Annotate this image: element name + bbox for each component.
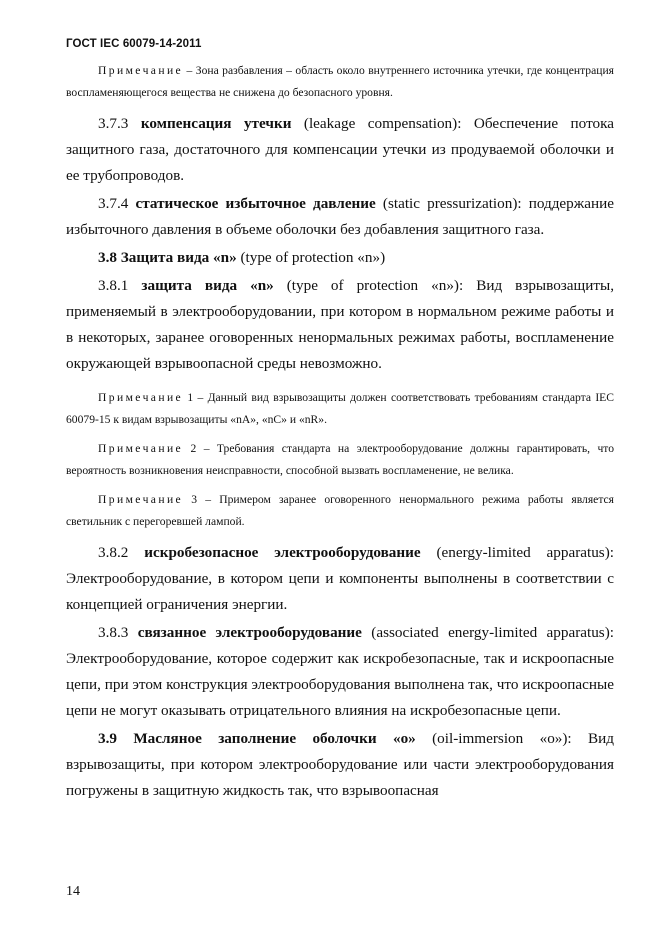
clause-number: 3.8.3 [98,624,129,641]
section-text: (oil-immersion «о»): Вид взрывозащиты, при котором электрооборудование или части электрооборудования погружены в защитную жидкость так, что взрывоопасная [66,730,614,799]
note-text: – Требования стандарта на электрооборудование должны гарантировать, что вероятность возникновения неисправности, способной вызвать воспламенение, не велика. [66,442,614,477]
section-heading-3-8 [66,245,614,271]
note-dilution-zone [66,60,614,104]
note-label: Примечание [98,64,184,77]
clause-text: (leakage compensation): Обеспечение потока защитного газа, достаточного для компенсации утечки из продуваемой оболочки и ее трубопроводов. [66,115,614,184]
clause-term: статическое избыточное давление [135,195,376,212]
note-number: 1 [187,391,194,404]
clause-3-8-3 [66,620,614,724]
note-2 [66,438,614,482]
note-number: 3 [191,493,198,506]
page-number: 14 [66,884,80,899]
clause-number: 3.7.4 [98,195,129,212]
section-title: 3.9 Масляное заполнение оболочки «о» [98,730,416,747]
document-body [66,60,614,806]
clause-3-8-1 [66,273,614,377]
note-number: 2 [190,442,197,455]
note-label: Примечание [98,493,184,506]
clause-number: 3.8.2 [98,544,129,561]
note-text: – Данный вид взрывозащиты должен соответствовать требованиям стандарта IEC 60079-15 к видам взрывозащиты «nA», «nC» и «nR». [66,391,614,426]
note-1 [66,387,614,431]
clause-term: связанное электрооборудование [137,624,362,641]
section-3-9 [66,726,614,804]
section-title: 3.8 Защита вида «n» [98,249,237,266]
clause-3-8-2 [66,540,614,618]
clause-number: 3.8.1 [98,277,129,294]
clause-text: (associated energy-limited apparatus): Электрооборудование, которое содержит как искробезопасные, так и искроопасные цепи, при этом конструкция электрооборудования выполнена так, что искроопасные цепи не могут оказывать отрицательного влияния на искробезопасные цепи. [66,624,614,719]
note-3 [66,489,614,533]
note-text: – Примером заранее оговоренного ненормального режима работы является светильник с перегоревшей лампой. [66,493,615,528]
clause-term: искробезопасное электрооборудование [144,544,421,561]
clause-term: защита вида «n» [141,277,274,294]
clause-3-7-4 [66,191,614,243]
clause-text: (type of protection «n»): Вид взрывозащиты, применяемый в электрооборудовании, при котором в нормальном режиме работы и в некоторых, заранее оговоренных ненормальных режимах работы, воспламенение окружающей взрывоопасной среды невозможно. [66,277,614,372]
clause-text: (static pressurization): поддержание избыточного давления в объеме оболочки без добавления защитного газа. [66,195,614,238]
clause-term: компенсация утечки [140,115,292,132]
clause-number: 3.7.3 [98,115,129,132]
clause-text: (energy-limited apparatus): Электрооборудование, в котором цепи и компоненты выполнены в соответствии с концепцией ограничения энергии. [66,544,614,613]
note-text: – Зона разбавления – область около внутреннего источника утечки, где концентрация воспламеняющегося вещества не снижена до безопасного уровня. [66,64,614,99]
note-label: Примечание [98,442,184,455]
note-label: Примечание [98,391,184,404]
clause-3-7-3 [66,111,614,189]
section-subtitle: (type of protection «n») [236,249,386,266]
document-header: ГОСТ IEC 60079-14-2011 [66,38,202,50]
